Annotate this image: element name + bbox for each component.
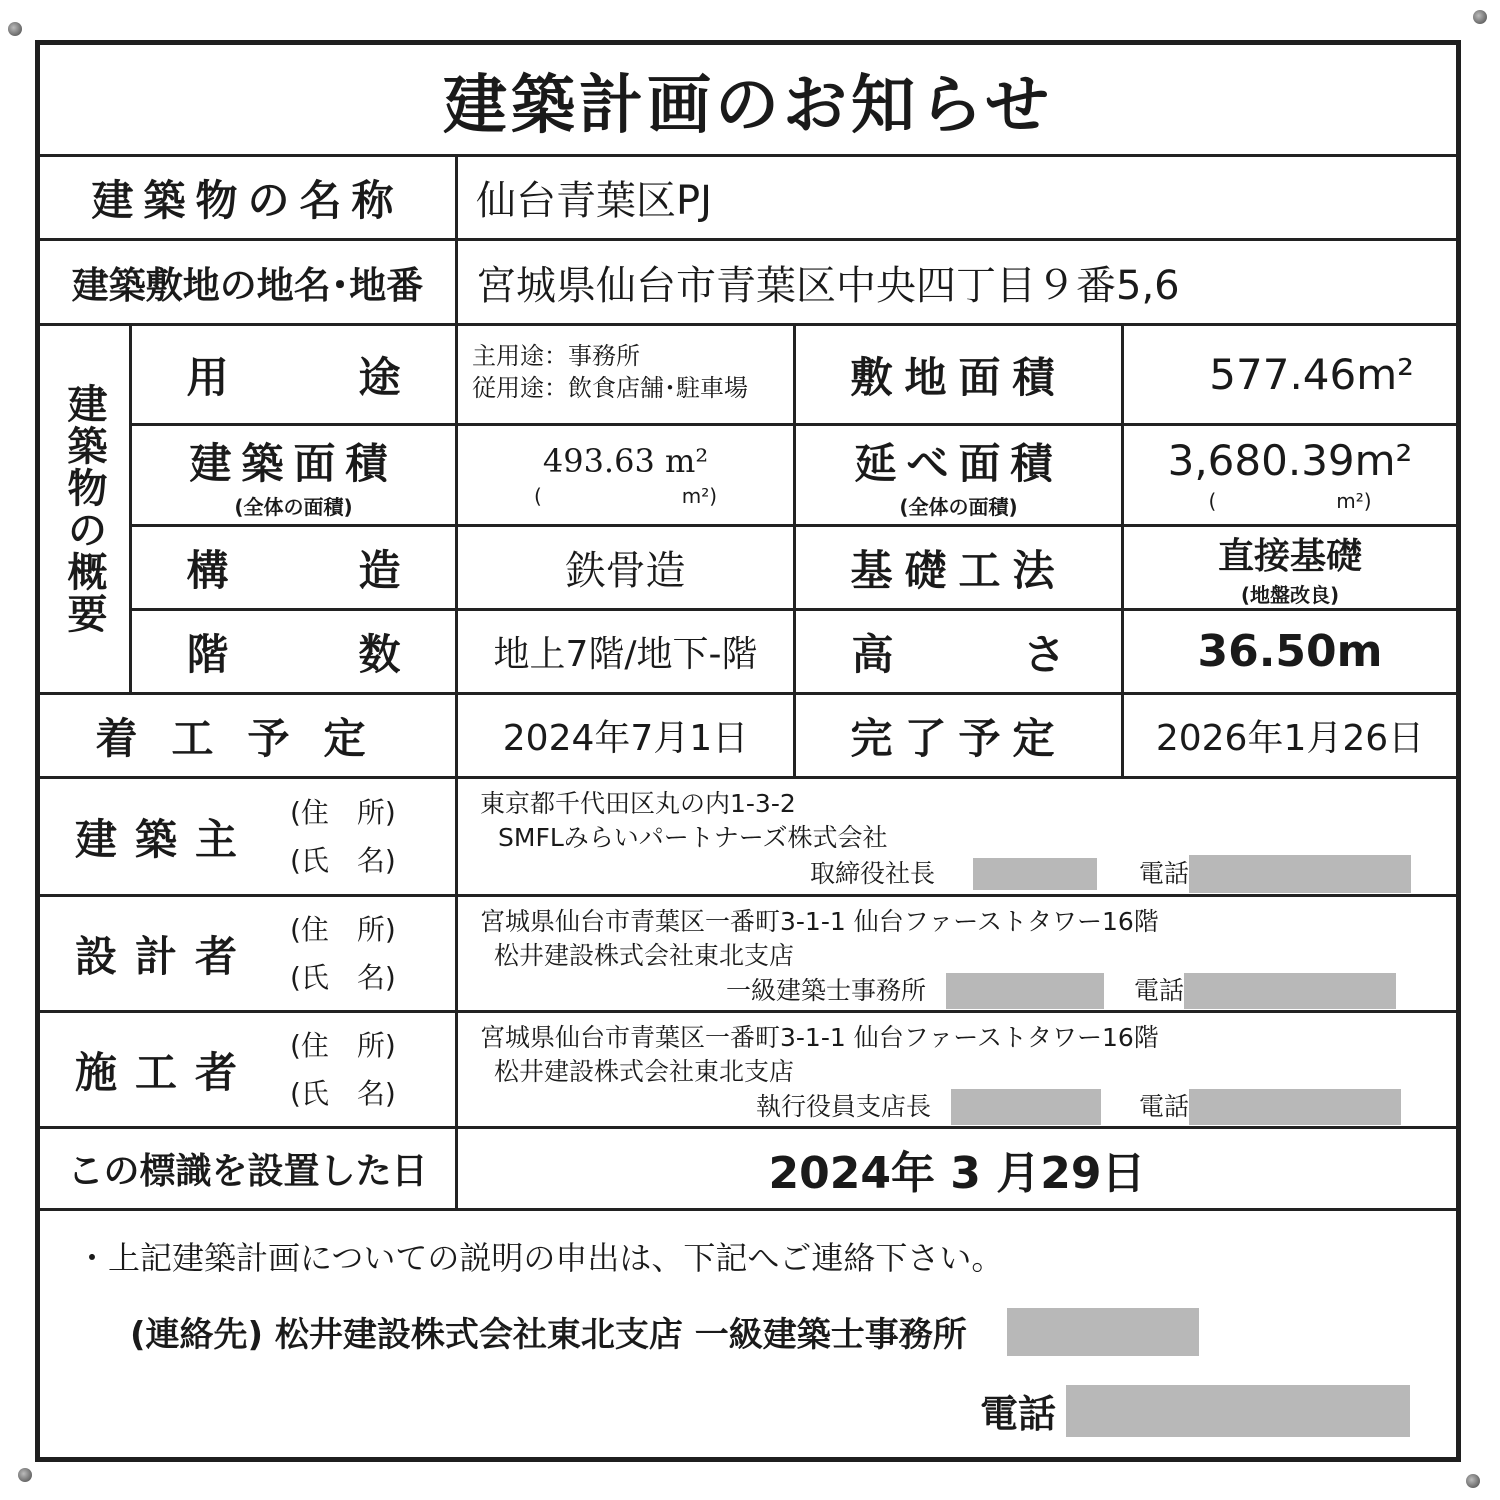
designer-cell [458, 897, 1456, 1013]
building-area-paren: ( m²) [533, 483, 718, 508]
contractor-address: 宮城県仙台市青葉区一番町3-1-1 仙台ファーストタワー16階 [480, 1023, 1159, 1052]
building-name-value: 仙台青葉区PJ [476, 178, 712, 224]
overview-side-label: 建築物の概要 [61, 383, 107, 635]
contractor-label: 施工者 [74, 1047, 255, 1097]
notice-board [35, 40, 1461, 1462]
redacted-name [951, 1089, 1101, 1125]
owner-cell [458, 779, 1456, 897]
designer-address: 宮城県仙台市青葉区一番町3-1-1 仙台ファーストタワー16階 [480, 907, 1159, 936]
floor-area-label: 延べ面積 [854, 438, 1063, 488]
building-name-label: 建築物の名称 [40, 157, 458, 241]
completion-value: 2026年1月26日 [1124, 695, 1456, 779]
floors-label-cell [132, 611, 531, 695]
designer-label-cell [40, 897, 458, 1013]
site-address-cell [458, 241, 1456, 326]
address-label: (住 所) [290, 912, 396, 946]
foundation-cell [1124, 527, 1456, 611]
floor-area-value: 3,680.39m² [1167, 436, 1413, 485]
start-value: 2024年7月1日 [458, 695, 796, 779]
floors-label: 階数 [186, 629, 531, 679]
contractor-label-cell [40, 1013, 458, 1129]
building-area-label: 建築面積 [189, 438, 398, 488]
floors-value: 地上7階/地下-階 [458, 611, 796, 695]
tel-label: 電話 [1139, 858, 1190, 888]
site-area-label: 敷地面積 [796, 326, 1124, 426]
address-label: (住 所) [290, 1028, 396, 1062]
structure-value: 鉄骨造 [458, 527, 796, 611]
completion-label: 完了予定 [796, 695, 1124, 779]
screw [18, 1468, 32, 1482]
owner-label: 建築主 [74, 814, 255, 864]
designer-company: 松井建設株式会社東北支店 [494, 940, 795, 970]
designer-title: 一級建築士事務所 [726, 975, 927, 1005]
start-label: 着工予定 [40, 695, 458, 779]
owner-label-cell [40, 779, 458, 897]
tel-label: 電話 [1134, 975, 1185, 1005]
redacted-name [946, 973, 1104, 1009]
installed-label: この標識を設置した日 [40, 1129, 458, 1211]
site-address-label: 建築敷地の地名･地番 [40, 241, 458, 326]
use-main: 主用途：事務所 [472, 342, 640, 370]
building-area-label-cell [132, 426, 458, 527]
contractor-company: 松井建設株式会社東北支店 [494, 1056, 795, 1086]
notice-area [40, 1211, 1456, 1457]
building-area-cell [458, 426, 796, 527]
installed-value: 2024年 3 月29日 [458, 1129, 1456, 1211]
use-value-cell [458, 326, 796, 426]
address-label: (住 所) [290, 795, 396, 829]
building-name-cell [458, 157, 1456, 241]
floor-area-paren: ( m²) [1208, 489, 1372, 513]
name-label: (氏 名) [290, 960, 396, 994]
redacted-phone [1189, 855, 1411, 893]
contractor-title: 執行役員支店長 [756, 1091, 932, 1121]
screw [1473, 10, 1487, 24]
name-label: (氏 名) [290, 1076, 396, 1110]
height-label-cell [796, 611, 1196, 695]
title-row [40, 45, 1456, 157]
foundation-label: 基礎工法 [796, 527, 1124, 611]
overview-side-cell [40, 326, 132, 695]
redacted-contact-name [1007, 1308, 1199, 1356]
floor-area-note: (全体の面積) [899, 494, 1018, 519]
use-label: 用途 [186, 352, 531, 402]
building-area-note: (全体の面積) [234, 494, 353, 519]
site-area-cell [1124, 326, 1456, 426]
screw [1466, 1474, 1480, 1488]
site-address-value: 宮城県仙台市青葉区中央四丁目９番5,6 [476, 262, 1180, 309]
height-label: 高さ [851, 629, 1196, 679]
structure-label-cell [132, 527, 531, 611]
tel-label: 電話 [1139, 1091, 1190, 1121]
notice-text: ・上記建築計画についての説明の申出は、下記へご連絡下さい。 [76, 1239, 1004, 1277]
screw [8, 22, 22, 36]
contractor-cell [458, 1013, 1456, 1129]
foundation-note: (地盤改良) [1240, 582, 1340, 607]
building-area-value: 493.63 m² [542, 441, 709, 480]
redacted-phone [1189, 1089, 1401, 1125]
redacted-name [973, 858, 1097, 890]
use-label-cell [132, 326, 531, 426]
use-sub: 従用途：飲食店舗･駐車場 [472, 374, 748, 403]
floor-area-label-cell [796, 426, 1124, 527]
foundation-value: 直接基礎 [1217, 535, 1362, 577]
owner-title: 取締役社長 [810, 858, 936, 888]
designer-label: 設計者 [74, 931, 255, 981]
contact-tel-label: 電話 [980, 1392, 1057, 1436]
floor-area-cell [1124, 426, 1456, 527]
contact-prefix: (連絡先) 松井建設株式会社東北支店 一級建築士事務所 [130, 1315, 967, 1355]
name-label: (氏 名) [290, 843, 396, 877]
structure-label: 構造 [186, 545, 531, 595]
owner-company: SMFLみらいパートナーズ株式会社 [498, 822, 888, 852]
redacted-contact-phone [1066, 1385, 1410, 1437]
owner-address: 東京都千代田区丸の内1-3-2 [480, 789, 796, 818]
page-title: 建築計画のお知らせ [442, 68, 1054, 143]
height-value: 36.50m [1124, 611, 1456, 695]
site-area-value: 577.46m² [1209, 350, 1414, 399]
redacted-phone [1184, 973, 1396, 1009]
